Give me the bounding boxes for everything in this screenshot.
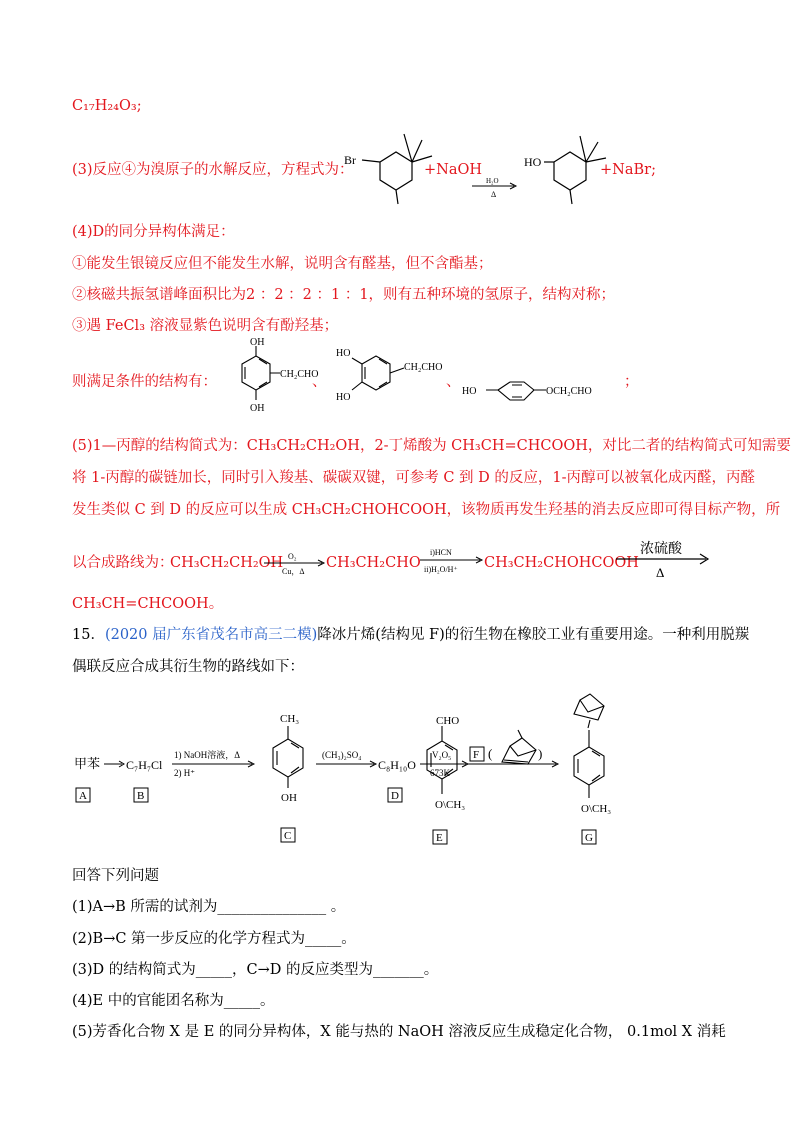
q3-cond-top: H₂O <box>486 177 499 185</box>
question-number: 15． <box>72 627 105 643</box>
q5-line-3: 发生类似 C 到 D 的反应可以生成 CH₃CH₂CHOHCOOH，该物质再发生羟基的消去反应即可得目标产物，所 <box>72 502 781 518</box>
route-propanol: CH₃CH₂CH₂OH <box>170 555 284 571</box>
q4-title: (4)D的同分异构体满足： <box>72 224 235 240</box>
route-arrow-3 <box>614 538 712 580</box>
plus-naoh: +NaOH <box>424 162 483 178</box>
sub-question-4: (4)E 中的官能团名称为_____。 <box>72 993 275 1009</box>
sub-question-1: (1)A→B 所需的试剂为_______________ 。 <box>72 899 346 915</box>
step1-top: 1) NaOH溶液，Δ <box>174 750 241 760</box>
separator-2: 、 <box>446 374 461 390</box>
E-methoxy: O\CH₃ <box>435 799 466 811</box>
s2-ho-top: HO <box>336 348 351 359</box>
s3-ho: HO <box>462 386 477 397</box>
step1-bottom: 2) H⁺ <box>174 768 195 778</box>
q5-line-1: (5)1—丙醇的结构简式为：CH₃CH₂CH₂OH，2-丁烯酸为 CH₃CH=CHCOOH，对比二者的结构简式可知需要 <box>72 438 791 454</box>
q4-result-label: 则满足条件的结构有： <box>72 374 217 390</box>
result-end: ； <box>624 374 639 390</box>
route-propanal: CH₃CH₂CHO <box>326 555 421 571</box>
route-arrow-1 <box>262 546 326 576</box>
question-15-stem-line-1 <box>72 625 749 645</box>
scheme-D-formula: C₈H₁₀O <box>378 758 416 772</box>
s1-substituent: CH₂CHO <box>280 369 319 380</box>
s2-ho-bottom: HO <box>336 392 351 403</box>
s2-substituent: CH₂CHO <box>404 362 443 373</box>
step3-top: V₂O₅ <box>432 750 452 760</box>
scheme-label-D: D <box>391 790 399 802</box>
hydroxy-label: HO <box>524 155 542 169</box>
isomer-structure-2 <box>334 336 452 416</box>
scheme-A-name: 甲苯 <box>74 756 101 771</box>
C-methyl: CH₃ <box>280 713 300 725</box>
scheme-label-G: G <box>585 832 593 844</box>
s3-substituent: OCH₂CHO <box>546 386 592 397</box>
route-cond-2-top: i)HCN <box>430 548 452 557</box>
scheme-label-B: B <box>137 790 145 802</box>
formula-line: C₁₇H₂₄O₃; <box>72 98 142 114</box>
q3-reaction-arrow <box>470 173 518 199</box>
G-methoxy: O\CH₃ <box>581 803 612 815</box>
q3-answer-prefix: (3)反应④为溴原子的水解反应，方程式为： <box>72 162 354 178</box>
q4-condition-2: ②核磁共振氢谱峰面积比为2 ：2 ：2 ：1 ：1，则有五种环境的氢原子，结构对称； <box>72 287 616 303</box>
scheme-label-F: F <box>473 749 480 761</box>
s1-oh-top: OH <box>250 337 265 348</box>
F-paren-open: ( <box>488 746 493 761</box>
question-source: (2020 届广东省茂名市高三二模) <box>104 627 318 643</box>
scheme-label-E: E <box>436 832 443 844</box>
route-cond-1-top: O₂ <box>288 552 297 561</box>
q3-cond-bottom: Δ <box>491 190 497 199</box>
norbornene-structure <box>502 730 536 764</box>
q5-line-2: 将 1-丙醇的碳链加长，同时引入羧基、碳碳双键，可参考 C 到 D 的反应，1-丙醇可以被氧化成丙醛，丙醛 <box>72 470 756 486</box>
separator-1: 、 <box>312 374 327 390</box>
F-paren-close: ) <box>538 746 543 761</box>
route-final-product: CH₃CH=CHCOOH。 <box>72 596 224 612</box>
route-arrow-2 <box>418 542 484 576</box>
route-cond-3-bottom: Δ <box>656 565 665 580</box>
answer-prompt: 回答下列问题 <box>72 868 159 884</box>
C-hydroxyl: OH <box>281 792 297 804</box>
scheme-label-C: C <box>284 830 292 842</box>
route-cond-2-bottom: ii)H₂O/H⁺ <box>424 565 458 574</box>
s1-oh-bottom: OH <box>250 403 265 414</box>
route-cond-1-bottom: Cu，Δ <box>282 567 305 576</box>
synthesis-route-scheme <box>70 690 690 856</box>
route-prefix: 以合成路线为： <box>72 555 174 571</box>
sub-question-2: (2)B→C 第一步反应的化学方程式为_____。 <box>72 931 356 947</box>
route-hydroxy-acid: CH₃CH₂CHOHCOOH <box>484 555 639 571</box>
question-15-stem-line-2: 偶联反应合成其衍生物的路线如下： <box>72 659 304 675</box>
plus-nabr: +NaBr; <box>600 162 656 178</box>
route-cond-3-top: 浓硫酸 <box>640 542 682 557</box>
scheme-B-formula: C₇H₇Cl <box>126 758 163 772</box>
sub-question-5: (5)芳香化合物 X 是 E 的同分异构体，X 能与热的 NaOH 溶液反应生成稳定化合物， 0.1mol X 消耗 <box>72 1024 726 1040</box>
step2-top: (CH₃)₂SO₄ <box>322 750 362 760</box>
q4-condition-3: ③遇 FeCl₃ 溶液显紫色说明含有酚羟基； <box>72 318 339 334</box>
question-stem: 降冰片烯(结构见 F)的衍生物在橡胶工业有重要用途。一种利用脱羰 <box>317 627 750 643</box>
E-aldehyde: CHO <box>436 715 460 727</box>
q4-condition-1: ①能发生银镜反应但不能发生水解，说明含有醛基，但不含酯基； <box>72 256 493 272</box>
bromine-label: Br <box>344 153 356 167</box>
sub-question-3: (3)D 的结构简式为_____，C→D 的反应类型为_______。 <box>72 962 439 978</box>
product-G-structure <box>574 694 604 798</box>
isomer-structure-1 <box>212 336 324 416</box>
step3-bottom: 673K <box>430 768 450 778</box>
isomer-structure-3 <box>458 370 608 414</box>
scheme-label-A: A <box>79 790 87 802</box>
